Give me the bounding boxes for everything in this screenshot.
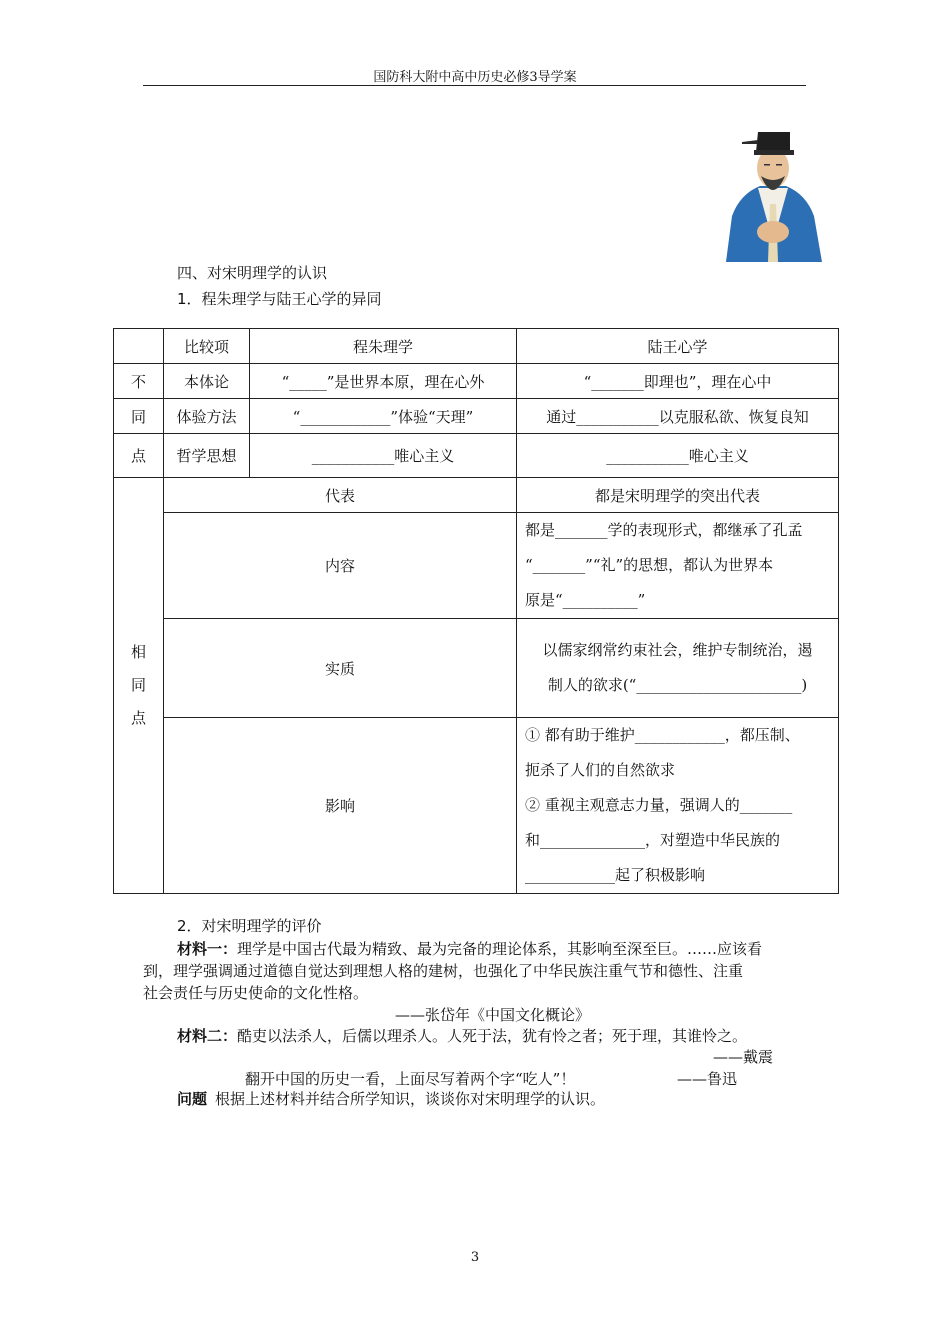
material-2-label: 材料二： [177, 1027, 238, 1045]
material-3-text: 翻开中国的历史一看，上面尽写着两个字“吃人”！ [245, 1070, 576, 1088]
material-1-source: ——张岱年《中国文化概论》 [395, 1006, 591, 1024]
material-1-line: 社会责任与历史使命的文化性格。 [143, 984, 369, 1002]
same-label-2: 同 [130, 676, 146, 694]
material-2-text: 酷吏以法杀人，后儒以理杀人。人死于法，犹有怜之者；死于理，其谁怜之。 [237, 1027, 748, 1045]
detail-line: ① 都有助于维护____________，都压制、 [525, 726, 800, 744]
diff-label-1: 不 [114, 364, 164, 399]
question-text: 根据上述材料并结合所学知识，谈谈你对宋明理学的认识。 [215, 1090, 606, 1108]
material-2 [177, 1025, 747, 1047]
row-item: 本体论 [164, 364, 250, 399]
diff-label-2: 同 [114, 399, 164, 434]
same-detail: 都是宋明理学的突出代表 [517, 478, 839, 513]
same-item: 代表 [164, 478, 517, 513]
header-rule [143, 85, 806, 86]
luwang-cell: 通过___________以克服私欲、恢复良知 [517, 399, 839, 434]
subsection-title-2: 2．对宋明理学的评价 [177, 917, 322, 935]
detail-line: 原是“__________” [525, 591, 646, 609]
portrait-image [718, 124, 828, 262]
material-1-line: 理学是中国古代最为精致、最为完备的理论体系，其影响至深至巨。……应该看 [237, 940, 763, 958]
same-item: 实质 [164, 619, 517, 718]
table-row [114, 478, 839, 513]
detail-line: ____________起了积极影响 [525, 866, 706, 884]
question [177, 1088, 605, 1110]
detail-line: “_______”“礼”的思想，都认为世界本 [525, 556, 774, 574]
same-item: 内容 [164, 513, 517, 619]
header-chengzhu: 程朱理学 [250, 329, 517, 364]
detail-line: ② 重视主观意志力量，强调人的_______ [525, 796, 793, 814]
chengzhu-cell: ___________唯心主义 [250, 434, 517, 478]
row-item: 体验方法 [164, 399, 250, 434]
page-number: 3 [470, 1250, 480, 1265]
material-3-source: ——鲁迅 [677, 1070, 738, 1088]
row-item: 哲学思想 [164, 434, 250, 478]
same-detail [517, 619, 839, 718]
detail-line: 扼杀了人们的自然欲求 [525, 761, 676, 779]
material-1-label: 材料一： [177, 940, 238, 958]
detail-line: 制人的欲求(“______________________) [547, 676, 808, 694]
table-row [114, 513, 839, 619]
table-row [114, 434, 839, 478]
table-header-row [114, 329, 839, 364]
luwang-cell: “_______即理也”，理在心中 [517, 364, 839, 399]
header-luwang: 陆王心学 [517, 329, 839, 364]
section-title: 四、对宋明理学的认识 [177, 264, 328, 282]
table-row [114, 399, 839, 434]
header-empty-cell [114, 329, 164, 364]
table-row [114, 619, 839, 718]
material-1 [143, 938, 833, 1004]
same-point-label [114, 478, 164, 894]
header-compare-item: 比较项 [164, 329, 250, 364]
same-label-3: 点 [130, 709, 146, 727]
page-header-title: 国防科大附中高中历史必修3导学案 [373, 70, 577, 85]
same-detail [517, 718, 839, 894]
detail-line: 和______________，对塑造中华民族的 [525, 831, 781, 849]
comparison-table [113, 328, 839, 894]
table-row [114, 364, 839, 399]
chengzhu-cell: “____________”体验“天理” [250, 399, 517, 434]
same-label-1: 相 [130, 643, 146, 661]
subsection-title-1: 1．程朱理学与陆王心学的异同 [177, 290, 382, 308]
diff-label-3: 点 [114, 434, 164, 478]
table-row [114, 718, 839, 894]
detail-line: 都是_______学的表现形式，都继承了孔孟 [525, 521, 803, 539]
material-2-source: ——戴震 [713, 1048, 774, 1066]
material-1-line: 到，理学强调通过道德自觉达到理想人格的建树，也强化了中华民族注重气节和德性、注重 [143, 962, 744, 980]
same-detail [517, 513, 839, 619]
detail-line: 以儒家纲常约束社会，维护专制统治，遏 [542, 641, 813, 659]
luwang-cell: ___________唯心主义 [517, 434, 839, 478]
chengzhu-cell: “_____”是世界本原，理在心外 [250, 364, 517, 399]
same-item: 影响 [164, 718, 517, 894]
question-label: 问题 [177, 1090, 208, 1108]
